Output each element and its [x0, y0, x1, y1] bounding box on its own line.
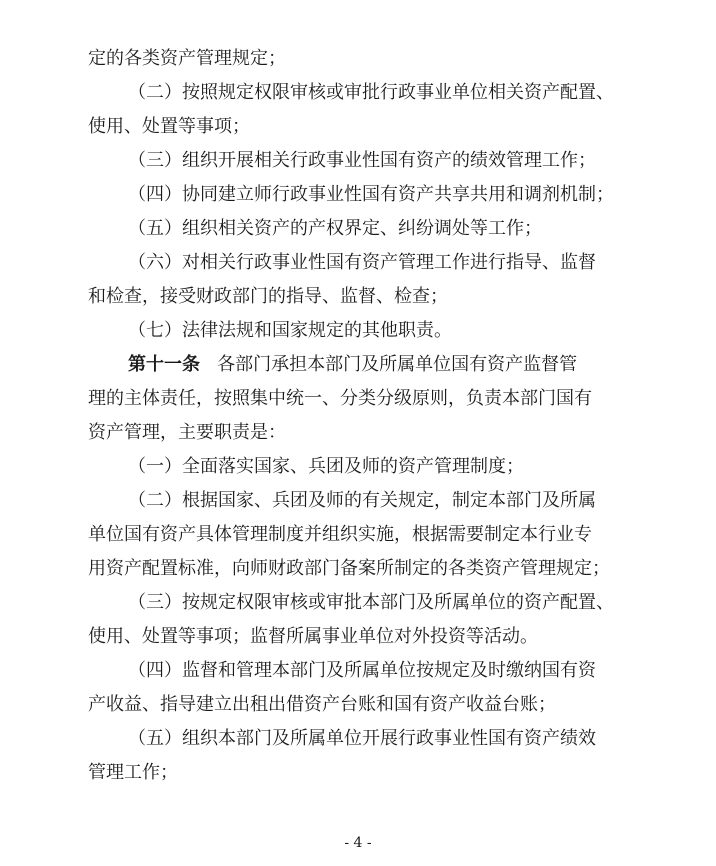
line-text: 产收益、指导建立出租出借资产台账和国有资产收益台账；	[88, 694, 556, 715]
line-text: （四）协同建立师行政事业性国有资产共享共用和调剂机制；	[128, 184, 614, 205]
line-text: 使用、处置等事项；	[88, 116, 250, 137]
line-text: （五）组织本部门及所属单位开展行政事业性国有资产绩效	[128, 728, 596, 749]
line-text: （一）全面落实国家、兵团及师的资产管理制度；	[128, 456, 524, 477]
text-line-20	[88, 688, 648, 722]
text-line-17	[88, 586, 648, 620]
text-line-9	[88, 314, 648, 348]
line-text: 管理工作；	[88, 762, 178, 783]
line-text: 用资产配置标准，向师财政部门备案所制定的各类资产管理规定；	[88, 558, 610, 579]
article-heading: 第十一条	[128, 354, 200, 375]
text-line-8	[88, 280, 648, 314]
document-body	[88, 42, 648, 790]
text-line-13	[88, 450, 648, 484]
text-line-11	[88, 382, 648, 416]
line-text: 单位国有资产具体管理制度并组织实施，根据需要制定本行业专	[88, 524, 592, 545]
text-line-7	[88, 246, 648, 280]
line-text: （二）根据国家、兵团及师的有关规定，制定本部门及所属	[128, 490, 596, 511]
line-text: （四）监督和管理本部门及所属单位按规定及时缴纳国有资	[128, 660, 596, 681]
line-text: 和检查，接受财政部门的指导、监督、检查；	[88, 286, 448, 307]
text-line-10	[88, 348, 648, 382]
page-number: - 4 -	[344, 835, 372, 851]
text-line-12	[88, 416, 648, 450]
text-line-4	[88, 144, 648, 178]
text-line-1	[88, 42, 648, 76]
line-text: （三）按规定权限审核或审批本部门及所属单位的资产配置、	[128, 592, 614, 613]
text-line-22	[88, 756, 648, 790]
line-text: 资产管理，主要职责是：	[88, 422, 286, 443]
line-text: （二）按照规定权限审核或审批行政事业单位相关资产配置、	[128, 82, 614, 103]
line-text: （五）组织相关资产的产权界定、纠纷调处等工作；	[128, 218, 542, 239]
text-line-18	[88, 620, 648, 654]
text-line-19	[88, 654, 648, 688]
line-text: （三）组织开展相关行政事业性国有资产的绩效管理工作；	[128, 150, 596, 171]
line-text: 定的各类资产管理规定；	[88, 48, 286, 69]
text-line-16	[88, 552, 648, 586]
text-line-14	[88, 484, 648, 518]
text-line-3	[88, 110, 648, 144]
text-line-5	[88, 178, 648, 212]
line-text: （七）法律法规和国家规定的其他职责。	[128, 320, 452, 341]
line-text: 理的主体责任，按照集中统一、分类分级原则，负责本部门国有	[88, 388, 592, 409]
line-text: （六）对相关行政事业性国有资产管理工作进行指导、监督	[128, 252, 596, 273]
text-line-21	[88, 722, 648, 756]
text-line-2	[88, 76, 648, 110]
text-line-15	[88, 518, 648, 552]
line-text: 各部门承担本部门及所属单位国有资产监督管	[217, 354, 578, 375]
line-text: 使用、处置等事项；监督所属事业单位对外投资等活动。	[88, 626, 538, 647]
text-line-6	[88, 212, 648, 246]
